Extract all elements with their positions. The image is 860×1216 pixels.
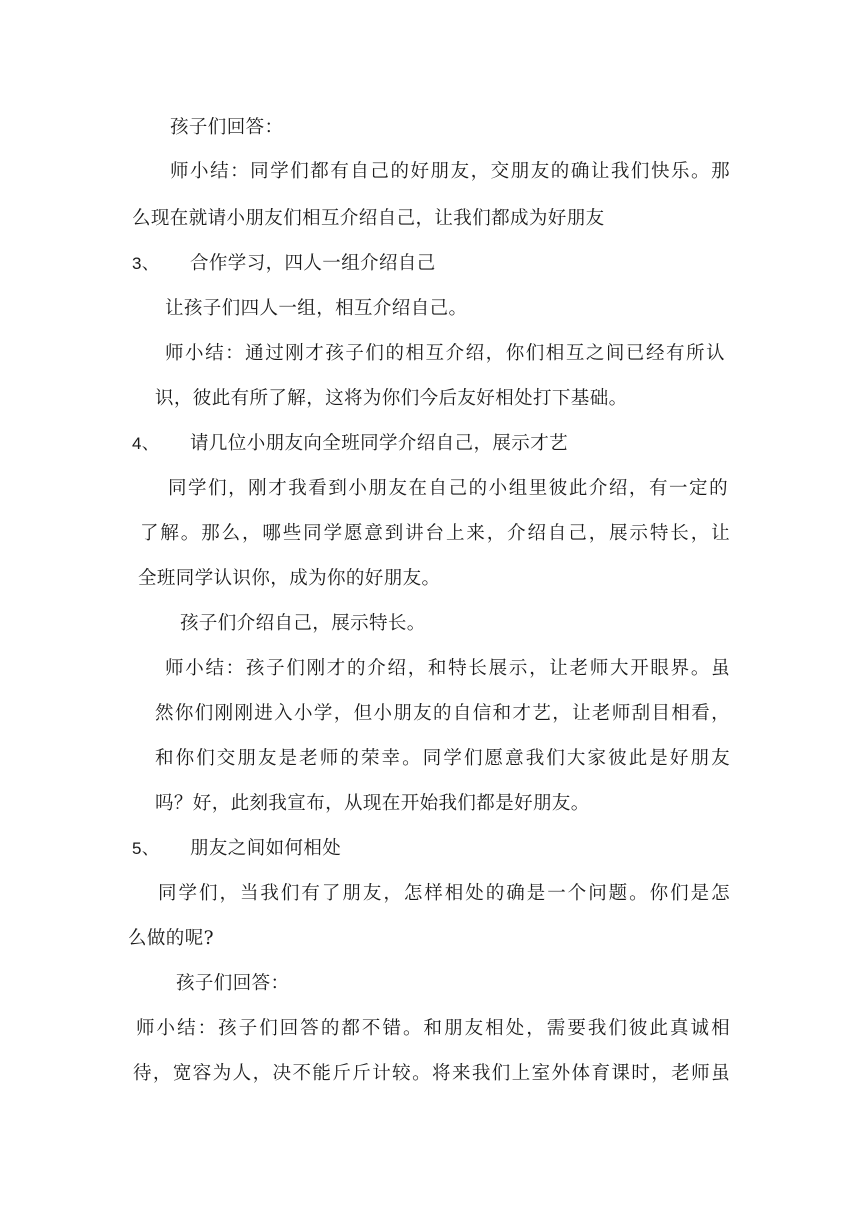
section-heading: 请几位小朋友向全班同学介绍自己，展示才艺 xyxy=(190,433,569,454)
section-number: 4、 xyxy=(132,434,160,453)
paragraph-line: 孩子们回答： xyxy=(170,117,284,138)
paragraph-line: 让孩子们四人一组，相互介绍自己。 xyxy=(165,298,468,319)
paragraph-line: 和你们交朋友是老师的荣幸。同学们愿意我们大家彼此是好朋友 xyxy=(155,748,730,769)
paragraph-line: 待，宽容为人，决不能斤斤计较。将来我们上室外体育课时，老师虽 xyxy=(133,1063,730,1084)
paragraph-line: 师小结：孩子们刚才的介绍，和特长展示，让老师大开眼界。虽 xyxy=(165,658,730,679)
paragraph-line: 识，彼此有所了解，这将为你们今后友好相处打下基础。 xyxy=(155,388,628,409)
section-heading: 朋友之间如何相处 xyxy=(190,838,342,859)
section-number: 5、 xyxy=(132,839,160,858)
paragraph-line: 然你们刚刚进入小学，但小朋友的自信和才艺，让老师刮目相看， xyxy=(155,703,730,724)
section-number: 3、 xyxy=(132,254,160,273)
paragraph-line: 么现在就请小朋友们相互介绍自己，让我们都成为好朋友 xyxy=(132,208,605,229)
paragraph-line: 么做的呢? xyxy=(128,928,214,949)
paragraph-line: 同学们，当我们有了朋友，怎样相处的确是一个问题。你们是怎 xyxy=(158,883,730,904)
paragraph-line: 师小结：同学们都有自己的好朋友，交朋友的确让我们快乐。那 xyxy=(170,161,730,182)
section-heading: 合作学习，四人一组介绍自己 xyxy=(190,253,436,274)
paragraph-line: 全班同学认识你，成为你的好朋友。 xyxy=(138,568,441,589)
paragraph-line: 了解。那么，哪些同学愿意到讲台上来，介绍自己，展示特长，让 xyxy=(140,523,730,544)
paragraph-line: 孩子们回答： xyxy=(176,973,290,994)
paragraph-line: 师小结：通过刚才孩子们的相互介绍，你们相互之间已经有所认 xyxy=(165,343,725,364)
paragraph-line: 师小结：孩子们回答的都不错。和朋友相处，需要我们彼此真诚相 xyxy=(136,1018,730,1039)
paragraph-line: 同学们，刚才我看到小朋友在自己的小组里彼此介绍，有一定的 xyxy=(168,478,728,499)
paragraph-line: 孩子们介绍自己，展示特长。 xyxy=(180,613,426,634)
paragraph-line: 吗？好，此刻我宣布，从现在开始我们都是好朋友。 xyxy=(155,793,590,814)
